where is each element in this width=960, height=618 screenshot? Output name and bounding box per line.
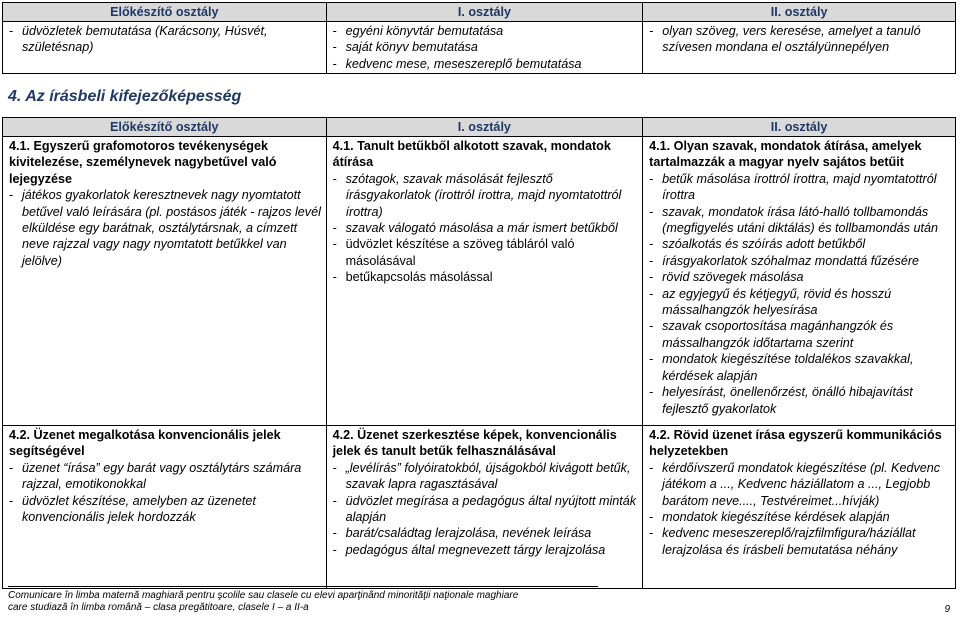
grade-2-heading-4-1: 4.1. Olyan szavak, mondatok átírása, amelyek tartalmazzák a magyar nyelv sajátos betűit (649, 139, 922, 170)
list-item: - pedagógus által megnevezett tárgy lerajzolása (333, 542, 639, 558)
list-item: - saját könyv bemutatása (333, 39, 639, 55)
grade-1-list-4-2 (333, 460, 639, 558)
top-col-grade-1 (326, 22, 643, 74)
list-item: - üdvözlet készítése a szöveg tábláról való másolásával (333, 236, 639, 269)
list-item: - szóalkotás és szóírás adott betűkből (649, 236, 951, 252)
top-col-grade-2 (643, 22, 956, 74)
prep-list-4-2 (9, 460, 322, 526)
header-grade-2: II. osztály (643, 118, 956, 137)
list-item: - „levélírás” folyóiratokból, újságokból kivágott betűk, szavak lapra ragasztásával (333, 460, 639, 493)
grade-2-cell-4-2 (643, 426, 956, 589)
list-item: - szavak válogató másolása a már ismert betűkből (333, 220, 639, 236)
top-col-prep (3, 22, 327, 74)
list-item: - kedvenc mese, meseszereplő bemutatása (333, 56, 639, 72)
list-item: - mondatok kiegészítése kérdések alapján (649, 509, 951, 525)
header-grade-1: I. osztály (326, 3, 643, 22)
footer-rule (8, 586, 598, 587)
prep-cell-4-2 (3, 426, 327, 589)
top-list-prep (9, 23, 322, 56)
section-title: 4. Az írásbeli kifejezőképesség (8, 88, 242, 105)
list-item: - mondatok kiegészítése toldalékos szavakkal, kérdések alapján (649, 351, 951, 384)
top-list-grade-1 (333, 23, 639, 72)
grade-2-list-4-2 (649, 460, 951, 558)
list-item: - barát/családtag lerajzolása, nevének leírása (333, 525, 639, 541)
footer-text (8, 590, 938, 614)
list-item: - betűkapcsolás másolással (333, 269, 639, 285)
list-item: - olyan szöveg, vers keresése, amelyet a tanuló szívesen mondana el osztályünnepélyen (649, 23, 951, 56)
list-item: - írásgyakorlatok szóhalmaz mondattá fűzésére (649, 253, 951, 269)
top-table (2, 2, 956, 74)
list-item: - szavak csoportosítása magánhangzók és mássalhangzók időtartama szerint (649, 318, 951, 351)
list-item: - szavak, mondatok írása látó-halló tollbamondás (megfigyelés utáni diktálás) és tollbamondás után (649, 204, 951, 237)
list-item: - helyesírást, önellenőrzést, önálló hibajavítást fejlesztő gyakorlatok (649, 384, 951, 417)
prep-heading-4-2: 4.2. Üzenet megalkotása konvencionális jelek segítségével (9, 428, 281, 459)
grade-1-cell-4-2 (326, 426, 643, 589)
list-item: - üzenet “írása” egy barát vagy osztálytárs számára rajzzal, emotikonokkal (9, 460, 322, 493)
list-item: - üdvözlet megírása a pedagógus által nyújtott minták alapján (333, 493, 639, 526)
header-prep: Előkészítő osztály (3, 3, 327, 22)
grade-2-heading-4-2: 4.2. Rövid üzenet írása egyszerű kommunikációs helyzetekben (649, 428, 942, 459)
grade-1-heading-4-1: 4.1. Tanult betűkből alkotott szavak, mondatok átírása (332, 139, 611, 170)
header-prep: Előkészítő osztály (3, 118, 327, 137)
prep-list-4-1 (9, 187, 322, 269)
list-item: - üdvözletek bemutatása (Karácsony, Húsvét, születésnap) (9, 23, 322, 56)
prep-heading-4-1: 4.1. Egyszerű grafomotoros tevékenységek kivitelezése, személynevek nagybetűvel való lejegyzése (9, 139, 277, 186)
main-table (2, 117, 956, 589)
list-item: - üdvözlet készítése, amelyben az üzenetet konvencionális jelek hordozzák (9, 493, 322, 526)
list-item: - az egyjegyű és kétjegyű, rövid és hosszú mássalhangzók helyesírása (649, 286, 951, 319)
header-grade-1: I. osztály (326, 118, 643, 137)
list-item: - betűk másolása írottról írottra, majd nyomtatottról írottra (649, 171, 951, 204)
list-item: - szótagok, szavak másolását fejlesztő írásgyakorlatok (írottról írottra, majd nyomtatottról írottra) (333, 171, 639, 220)
prep-cell-4-1 (3, 137, 327, 426)
list-item: - egyéni könyvtár bemutatása (333, 23, 639, 39)
grade-1-list-4-1 (333, 171, 639, 286)
page-number: 9 (944, 604, 950, 615)
list-item: - játékos gyakorlatok keresztnevek nagy nyomtatott betűvel való leírására (pl. postásos játék - rajzos levél elküldése egy barátnak, osztálytársnak, a címzett neve rajzzal vagy nagy nyomtatott betűkkel van jelölve) (9, 187, 322, 269)
grade-1-heading-4-2: 4.2. Üzenet szerkesztése képek, konvencionális jelek és tanult betűk felhasználásával (332, 428, 617, 459)
footer-line-2: care studiază în limba română – clasa pregătitoare, clasele I – a II-a (8, 602, 309, 613)
list-item: - kedvenc meseszereplő/rajzfilmfigura/háziállat lerajzolása és írásbeli bemutatása néhány (649, 525, 951, 558)
list-item: - rövid szövegek másolása (649, 269, 951, 285)
grade-2-list-4-1 (649, 171, 951, 417)
top-list-grade-2 (649, 23, 951, 56)
grade-1-cell-4-1 (326, 137, 643, 426)
header-grade-2: II. osztály (643, 3, 956, 22)
list-item: - kérdőívszerű mondatok kiegészítése (pl. Kedvenc játékom a ..., Kedvenc háziállatom a ..., Legjobb barátom neve...., Testvéreimet...hívják) (649, 460, 951, 509)
footer-line-1: Comunicare în limba maternă maghiară pentru şcolile sau clasele cu elevi aparţinând minorităţii naţionale maghiare (8, 590, 519, 601)
grade-2-cell-4-1 (643, 137, 956, 426)
